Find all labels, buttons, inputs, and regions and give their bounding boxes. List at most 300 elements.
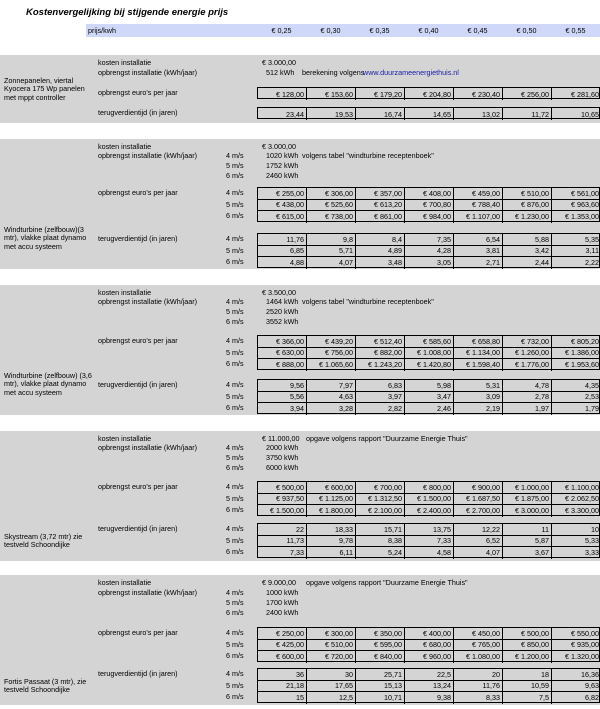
terug-label: terugverdientijd (in jaren)	[98, 669, 178, 678]
opbrengst-label: opbrengst installatie (kWh/jaar)	[98, 588, 198, 597]
table-cell: € 1.200,00	[503, 651, 552, 663]
opbrengst-speed: 6 m/s	[226, 171, 244, 180]
table-cell: € 153,60	[307, 88, 356, 100]
opbrengst-speed: 5 m/s	[226, 307, 244, 316]
table-cell: 4,89	[356, 246, 405, 257]
table-cell: € 984,00	[405, 211, 454, 223]
table-cell: € 720,00	[307, 651, 356, 663]
opbrengst-label: opbrengst installatie (kWh/jaar)	[98, 443, 198, 452]
table-row	[258, 392, 600, 404]
kosten-value: € 9.000,00	[262, 578, 296, 587]
table-cell: 5,24	[356, 547, 405, 559]
euro-label: opbrengst euro's per jaar	[98, 188, 178, 197]
opbrengst-value: 512 kWh	[266, 68, 295, 77]
table-cell: 2,19	[454, 403, 503, 415]
table-cell: 2,22	[585, 258, 599, 268]
table-cell: 8,4	[356, 234, 405, 245]
terug-grid	[257, 523, 600, 558]
table-cell: € 3.300,00	[565, 506, 599, 516]
kosten-label: kosten installatie	[98, 58, 152, 67]
opbrengst-note: berekening volgens	[302, 68, 365, 77]
price-header-cell: € 0,55	[565, 26, 586, 35]
price-header-row	[257, 24, 600, 37]
kosten-note: opgave volgens rapport "Duurzame Energie Thuis"	[306, 434, 468, 443]
opbrengst-note: volgens tabel "windturbine receptenboek"	[302, 151, 434, 160]
table-cell: € 765,00	[454, 640, 503, 651]
table-cell: € 1.687,50	[454, 494, 503, 505]
table-cell: 3,48	[356, 257, 405, 269]
opbrengst-value: 2520 kWh	[266, 307, 299, 316]
table-cell: € 1.353,00	[565, 212, 599, 222]
opbrengst-speed: 6 m/s	[226, 608, 244, 617]
table-cell: 5,35	[585, 234, 599, 244]
euro-speed: 5 m/s	[226, 493, 244, 503]
table-cell: € 255,00	[258, 188, 307, 199]
euro-speed: 4 m/s	[226, 628, 244, 637]
terug-speed: 4 m/s	[226, 669, 244, 678]
table-row	[258, 692, 600, 704]
table-cell: 3,81	[454, 246, 503, 257]
table-cell: 6,52	[454, 536, 503, 547]
table-cell: 25,71	[356, 669, 405, 680]
table-row	[258, 669, 600, 681]
table-cell: 18,33	[307, 524, 356, 535]
euro-grid	[257, 87, 600, 99]
terug-speed: 4 m/s	[226, 380, 244, 389]
opbrengst-link: www.duurzameenergiethuis.nl	[363, 68, 459, 77]
euro-speed: 6 m/s	[226, 651, 244, 660]
euro-grid	[257, 335, 600, 370]
table-cell: € 1.320,00	[565, 652, 599, 662]
table-cell: € 937,50	[258, 494, 307, 505]
table-cell: € 2.100,00	[356, 505, 405, 517]
table-cell: € 425,00	[258, 640, 307, 651]
table-cell: € 800,00	[405, 482, 454, 493]
table-cell: € 738,00	[307, 211, 356, 223]
table-cell: € 2.700,00	[454, 505, 503, 517]
table-cell: € 1.500,00	[405, 494, 454, 505]
euro-label: opbrengst euro's per jaar	[98, 482, 178, 491]
kosten-value: € 3.500,00	[262, 288, 296, 297]
opbrengst-value: 1464 kWh	[266, 297, 299, 306]
table-cell: € 510,00	[307, 640, 356, 651]
terug-speed: 5 m/s	[226, 680, 244, 690]
table-cell: € 2.400,00	[405, 505, 454, 517]
table-cell: € 585,60	[405, 336, 454, 347]
table-cell: € 1.080,00	[454, 651, 503, 663]
table-cell: 1,79	[585, 404, 599, 414]
kosten-label: kosten installatie	[98, 142, 152, 151]
table-cell: 22,5	[405, 669, 454, 680]
euro-grid	[257, 187, 600, 222]
table-row	[258, 188, 600, 200]
terug-speed: 5 m/s	[226, 245, 244, 255]
table-row	[258, 336, 600, 348]
price-header-label: prijs/kwh	[88, 26, 116, 35]
table-cell: € 300,00	[307, 628, 356, 639]
euro-grid	[257, 481, 600, 516]
table-cell: 3,67	[503, 547, 552, 559]
table-row	[258, 200, 600, 212]
table-cell: 10	[591, 524, 599, 534]
table-cell: € 450,00	[454, 628, 503, 639]
opbrengst-speed: 5 m/s	[226, 161, 244, 170]
price-header-grid	[257, 24, 600, 37]
table-cell: 7,33	[405, 536, 454, 547]
table-cell: 22	[258, 524, 307, 535]
table-cell: € 256,00	[503, 88, 552, 100]
table-cell: € 615,00	[258, 211, 307, 223]
table-cell: 3,47	[405, 392, 454, 403]
table-cell: 5,88	[503, 234, 552, 245]
table-row	[258, 628, 600, 640]
table-cell: 10,71	[356, 692, 405, 704]
table-cell: 2,78	[503, 392, 552, 403]
table-cell: 2,53	[585, 392, 599, 402]
opbrengst-value: 1700 kWh	[266, 598, 299, 607]
euro-speed: 5 m/s	[226, 199, 244, 209]
table-row	[258, 681, 600, 693]
table-cell: € 700,00	[356, 482, 405, 493]
table-cell: 3,97	[356, 392, 405, 403]
table-cell: € 805,20	[571, 336, 599, 346]
opbrengst-label: opbrengst installatie (kWh/jaar)	[98, 68, 198, 77]
table-row	[258, 403, 600, 415]
table-cell: 3,11	[585, 246, 599, 256]
price-header-cell: € 0,50	[516, 26, 537, 35]
table-cell: € 2.062,50	[565, 494, 599, 504]
table-cell: € 250,00	[258, 628, 307, 639]
table-cell: € 525,60	[307, 200, 356, 211]
table-row	[258, 246, 600, 258]
table-cell: € 459,00	[454, 188, 503, 199]
terug-speed: 6 m/s	[226, 257, 244, 266]
terug-label: terugverdientijd (in jaren)	[98, 108, 178, 117]
terug-speed: 6 m/s	[226, 547, 244, 556]
euro-speed: 6 m/s	[226, 359, 244, 368]
table-cell: 18	[503, 669, 552, 680]
table-row	[258, 257, 600, 269]
table-cell: 23,44	[258, 108, 307, 120]
table-cell: € 204,80	[405, 88, 454, 100]
kosten-value: € 11.000,00	[262, 434, 300, 443]
table-cell: 6,11	[307, 547, 356, 559]
table-cell: € 876,00	[503, 200, 552, 211]
terug-label: terugverdientijd (in jaren)	[98, 524, 178, 533]
price-header-cell: € 0,25	[271, 26, 292, 35]
opbrengst-value: 3750 kWh	[266, 453, 299, 462]
table-cell: € 400,00	[405, 628, 454, 639]
terug-grid	[257, 233, 600, 268]
table-cell: € 357,00	[356, 188, 405, 199]
table-row	[258, 482, 600, 494]
table-cell: € 600,00	[307, 482, 356, 493]
table-cell: € 438,00	[258, 200, 307, 211]
table-cell: 15	[258, 692, 307, 704]
table-cell: 6,83	[356, 380, 405, 391]
table-cell: € 1.776,00	[503, 359, 552, 371]
table-cell: 12,22	[454, 524, 503, 535]
terug-speed: 5 m/s	[226, 391, 244, 401]
terug-speed: 6 m/s	[226, 403, 244, 412]
price-header-cell: € 0,30	[320, 26, 341, 35]
kosten-label: kosten installatie	[98, 288, 152, 297]
table-cell: 9,63	[585, 681, 599, 691]
table-cell: 16,74	[356, 108, 405, 120]
table-cell: 2,82	[356, 403, 405, 415]
table-cell: 3,09	[454, 392, 503, 403]
table-cell: € 1.598,40	[454, 359, 503, 371]
table-cell: € 439,20	[307, 336, 356, 347]
opbrengst-value: 1000 kWh	[266, 588, 299, 597]
table-cell: 9,38	[405, 692, 454, 704]
terug-speed: 4 m/s	[226, 234, 244, 243]
opbrengst-speed: 4 m/s	[226, 443, 244, 452]
euro-label: opbrengst euro's per jaar	[98, 336, 178, 345]
table-cell: € 756,00	[307, 348, 356, 359]
terug-speed: 5 m/s	[226, 535, 244, 545]
table-cell: 4,35	[585, 380, 599, 390]
opbrengst-speed: 4 m/s	[226, 297, 244, 306]
table-cell: 15,71	[356, 524, 405, 535]
table-cell: € 850,00	[503, 640, 552, 651]
table-cell: 4,28	[405, 246, 454, 257]
table-cell: € 888,00	[258, 359, 307, 371]
table-cell: 11,73	[258, 536, 307, 547]
table-cell: 1,97	[503, 403, 552, 415]
table-cell: 13,75	[405, 524, 454, 535]
table-row	[258, 234, 600, 246]
table-cell: € 732,00	[503, 336, 552, 347]
table-cell: 3,28	[307, 403, 356, 415]
table-cell: € 882,00	[356, 348, 405, 359]
table-cell: 7,35	[405, 234, 454, 245]
table-cell: 11,76	[258, 234, 307, 245]
table-cell: 4,88	[258, 257, 307, 269]
table-cell: € 1.312,50	[356, 494, 405, 505]
table-cell: 13,24	[405, 681, 454, 692]
table-cell: 11,72	[503, 108, 552, 120]
euro-speed: 4 m/s	[226, 188, 244, 197]
table-cell: 36	[258, 669, 307, 680]
table-row	[258, 505, 600, 517]
kosten-label: kosten installatie	[98, 434, 152, 443]
terug-grid	[257, 107, 600, 119]
table-cell: € 1.500,00	[258, 505, 307, 517]
table-cell: 3,42	[503, 246, 552, 257]
table-cell: 13,02	[454, 108, 503, 120]
table-cell: 15,13	[356, 681, 405, 692]
table-cell: € 1.134,00	[454, 348, 503, 359]
kosten-note: opgave volgens rapport "Duurzame Energie Thuis"	[306, 578, 468, 587]
table-cell: € 680,00	[405, 640, 454, 651]
section-name: Fortis Passaat (3 mtr), zie testveld Schoondijke	[4, 677, 87, 695]
table-cell: € 1.260,00	[503, 348, 552, 359]
table-cell: 6,85	[258, 246, 307, 257]
opbrengst-value: 1020 kWh	[266, 151, 299, 160]
section-name: Skystream (3,72 mtr) zie testveld Schoondijke	[4, 532, 83, 550]
opbrengst-speed: 5 m/s	[226, 453, 244, 462]
opbrengst-label: opbrengst installatie (kWh/jaar)	[98, 151, 198, 160]
table-cell: 4,07	[307, 257, 356, 269]
table-cell: 10,59	[503, 681, 552, 692]
table-cell: 8,33	[454, 692, 503, 704]
table-cell: € 1.065,60	[307, 359, 356, 371]
euro-speed: 6 m/s	[226, 505, 244, 514]
table-cell: 5,33	[585, 536, 599, 546]
terug-speed: 4 m/s	[226, 524, 244, 533]
table-cell: € 1.420,80	[405, 359, 454, 371]
price-header-cell: € 0,35	[369, 26, 390, 35]
table-cell: 20	[454, 669, 503, 680]
section-name: Zonnepanelen, viertal Kyocera 175 Wp panelen met mppt controller	[4, 76, 85, 102]
table-cell: 19,53	[307, 108, 356, 120]
table-cell: € 512,40	[356, 336, 405, 347]
table-cell: 5,31	[454, 380, 503, 391]
terug-label: terugverdientijd (in jaren)	[98, 380, 178, 389]
table-cell: 6,54	[454, 234, 503, 245]
opbrengst-value: 3552 kWh	[266, 317, 299, 326]
kosten-value: € 3.000,00	[262, 58, 296, 67]
table-row	[258, 536, 600, 548]
table-cell: 3,94	[258, 403, 307, 415]
table-cell: € 1.107,00	[454, 211, 503, 223]
terug-grid	[257, 668, 600, 703]
euro-speed: 5 m/s	[226, 347, 244, 357]
terug-speed: 6 m/s	[226, 692, 244, 701]
table-cell: € 230,40	[454, 88, 503, 100]
section-name: Windturbine (zelfbouw)(3 mtr), vlakke plaat dynamo met accu systeem	[4, 225, 87, 251]
table-row	[258, 640, 600, 652]
opbrengst-value: 2400 kWh	[266, 608, 299, 617]
table-cell: € 500,00	[258, 482, 307, 493]
table-cell: 5,71	[307, 246, 356, 257]
table-cell: € 963,60	[571, 200, 599, 210]
table-cell: 6,82	[585, 693, 599, 703]
table-cell: € 350,00	[356, 628, 405, 639]
page-title: Kostenvergelijking bij stijgende energie prijs	[26, 7, 229, 18]
euro-speed: 4 m/s	[226, 482, 244, 491]
table-cell: € 128,00	[258, 88, 307, 100]
table-cell: € 408,00	[405, 188, 454, 199]
kosten-value: € 3.000,00	[262, 142, 296, 151]
opbrengst-note: volgens tabel "windturbine receptenboek"	[302, 297, 434, 306]
table-cell: € 658,80	[454, 336, 503, 347]
table-cell: € 179,20	[356, 88, 405, 100]
table-cell: 10,65	[581, 109, 599, 119]
section-name: Windturbine (zelfbouw) (3,6 mtr), vlakke plaat dynamo met accu systeem	[4, 371, 92, 397]
table-cell: € 788,40	[454, 200, 503, 211]
opbrengst-value: 1752 kWh	[266, 161, 299, 170]
table-cell: € 600,00	[258, 651, 307, 663]
table-cell: 7,97	[307, 380, 356, 391]
table-cell: 9,8	[307, 234, 356, 245]
table-cell: € 510,00	[503, 188, 552, 199]
table-cell: 4,58	[405, 547, 454, 559]
table-cell: 9,78	[307, 536, 356, 547]
table-cell: € 900,00	[454, 482, 503, 493]
table-cell: 17,65	[307, 681, 356, 692]
table-cell: € 1.100,00	[565, 482, 599, 492]
table-cell: € 306,00	[307, 188, 356, 199]
terug-grid	[257, 379, 600, 414]
table-cell: € 960,00	[405, 651, 454, 663]
table-cell: € 1.230,00	[503, 211, 552, 223]
table-cell: 4,63	[307, 392, 356, 403]
table-cell: 2,44	[503, 257, 552, 269]
table-cell: 21,18	[258, 681, 307, 692]
euro-grid	[257, 627, 600, 662]
opbrengst-value: 2460 kWh	[266, 171, 299, 180]
table-cell: € 1.125,00	[307, 494, 356, 505]
opbrengst-speed: 5 m/s	[226, 598, 244, 607]
table-cell: 14,65	[405, 108, 454, 120]
table-cell: € 1.386,00	[565, 348, 599, 358]
table-cell: € 1.008,00	[405, 348, 454, 359]
euro-speed: 4 m/s	[226, 336, 244, 345]
euro-speed: 5 m/s	[226, 639, 244, 649]
table-cell: 7,33	[258, 547, 307, 559]
table-cell: 9,56	[258, 380, 307, 391]
table-cell: 8,38	[356, 536, 405, 547]
table-cell: € 700,80	[405, 200, 454, 211]
table-row	[258, 108, 600, 120]
opbrengst-speed: 6 m/s	[226, 463, 244, 472]
table-cell: 4,78	[503, 380, 552, 391]
opbrengst-speed: 4 m/s	[226, 151, 244, 160]
kosten-label: kosten installatie	[98, 578, 152, 587]
table-row	[258, 88, 600, 100]
opbrengst-value: 2000 kWh	[266, 443, 299, 452]
table-cell: € 613,20	[356, 200, 405, 211]
euro-label: opbrengst euro's per jaar	[98, 628, 178, 637]
table-row	[258, 494, 600, 506]
table-cell: € 3.000,00	[503, 505, 552, 517]
table-cell: € 1.800,00	[307, 505, 356, 517]
table-row	[258, 380, 600, 392]
table-cell: € 840,00	[356, 651, 405, 663]
table-row	[258, 359, 600, 371]
table-cell: 12,5	[307, 692, 356, 704]
table-cell: € 595,00	[356, 640, 405, 651]
table-cell: 3,33	[585, 548, 599, 558]
price-header-cell: € 0,40	[418, 26, 439, 35]
table-cell: 11,76	[454, 681, 503, 692]
table-cell: € 1.000,00	[503, 482, 552, 493]
table-row	[258, 348, 600, 360]
table-row	[258, 547, 600, 559]
opbrengst-speed: 4 m/s	[226, 588, 244, 597]
table-cell: € 630,00	[258, 348, 307, 359]
table-cell: 4,07	[454, 547, 503, 559]
table-cell: € 366,00	[258, 336, 307, 347]
table-cell: 30	[307, 669, 356, 680]
table-cell: 5,87	[503, 536, 552, 547]
euro-label: opbrengst euro's per jaar	[98, 88, 178, 97]
table-cell: € 281,60	[571, 89, 599, 99]
table-cell: € 500,00	[503, 628, 552, 639]
table-cell: € 1.875,00	[503, 494, 552, 505]
euro-speed: 6 m/s	[226, 211, 244, 220]
terug-label: terugverdientijd (in jaren)	[98, 234, 178, 243]
table-cell: 7,5	[503, 692, 552, 704]
table-cell: 11	[503, 524, 552, 535]
table-cell: 5,56	[258, 392, 307, 403]
table-cell: 2,46	[405, 403, 454, 415]
table-cell: 3,05	[405, 257, 454, 269]
table-cell: 16,36	[581, 669, 599, 679]
table-cell: 5,98	[405, 380, 454, 391]
